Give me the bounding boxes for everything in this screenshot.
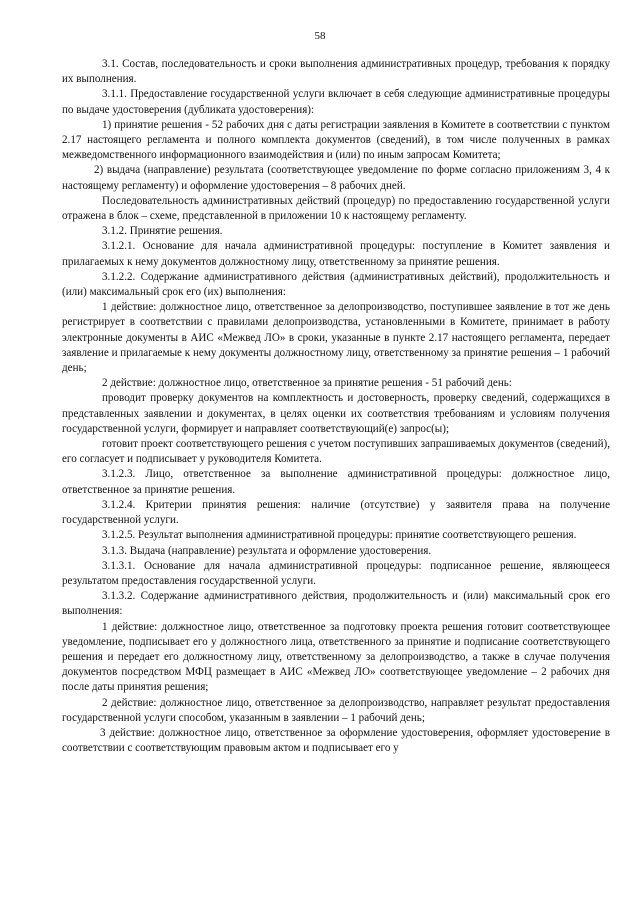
page-number: 58 xyxy=(314,30,326,42)
document-body xyxy=(62,57,610,756)
action-2-step-check: проводит проверку документов на комплектность и достоверность, проверку сведений, содержащихся в представленных заявлении и документах, в целях оценки их соответствия требованиям и условиям получения государственной услуги, формирует и направляет соответствующий(е) запрос(ы); xyxy=(62,392,610,435)
section-heading-3-1-3: 3.1.3. Выдача (направление) результата и оформление удостоверения. xyxy=(102,544,432,557)
issue-action-3: 3 действие: должностное лицо, ответственное за оформление удостоверения, оформляет удостоверение в соответствии с соответствующим правовым актом и подписывает его у xyxy=(62,726,610,755)
paragraph-3-1: 3.1. Состав, последовательность и сроки выполнения административных процедур, требования к порядку их выполнения. xyxy=(62,58,610,86)
list-item-1: 1) принятие решения - 52 рабочих дня с даты регистрации заявления в Комитете в соответствии с пунктом 2.17 настоящего регламента и полного комплекта документов (сведений), в том числе полученных в рамках межведомственного информационного взаимодействия и (или) по иным запросам Комитета; xyxy=(62,118,610,162)
list-item-2: 2) выдача (направление) результата (соответствующее уведомление по форме согласно приложениям 3, 4 к настоящему регламенту) и оформление удостоверения – 8 рабочих дней. xyxy=(62,164,610,192)
action-2: 2 действие: должностное лицо, ответственное за принятие решения - 51 рабочий день: xyxy=(102,377,512,390)
paragraph-3-1-3-2: 3.1.3.2. Содержание административного действия, продолжительность и (или) максимальный срок его выполнения: xyxy=(62,590,610,618)
issue-action-1: 1 действие: должностное лицо, ответственное за подготовку проекта решения готовит соответствующее уведомление, подписывает его у должностного лица, ответственного за принятие и подписание соответствующего решения и передает его должностному лицу, ответственному за делопроизводство, а также в случае получения документов посредством МФЦ размещает в АИС «Межвед ЛО» соответствующее уведомление – 2 рабочих дня после даты принятия решения; xyxy=(62,620,610,694)
paragraph-3-1-2-2: 3.1.2.2. Содержание административного действия (административных действий), продолжительность и (или) максимальный срок его (их) выполнения: xyxy=(62,270,610,299)
issue-action-2: 2 действие: должностное лицо, ответственное за делопроизводство, направляет результат предоставления государственной услуги способом, указанным в заявлении – 1 рабочий день; xyxy=(62,696,610,724)
section-heading-3-1-2: 3.1.2. Принятие решения. xyxy=(102,225,223,238)
paragraph-3-1-2-3: 3.1.2.3. Лицо, ответственное за выполнение административной процедуры: должностное лицо, ответственное за принятие решения. xyxy=(62,468,610,496)
paragraph-3-1-2-5: 3.1.2.5. Результат выполнения административной процедуры: принятие соответствующего решения. xyxy=(102,529,577,542)
paragraph-3-1-3-1: 3.1.3.1. Основание для начала административной процедуры: подписанное решение, являющееся результатом предоставления государственной услуги. xyxy=(62,559,610,587)
action-2-step-prepare: готовит проект соответствующего решения с учетом поступивших запрашиваемых документов (сведений), его согласует и подписывает у руководителя Комитета. xyxy=(62,438,610,466)
action-1: 1 действие: должностное лицо, ответственное за делопроизводство, поступившее заявление в тот же день регистрирует в соответствии с правилами делопроизводства, установленными в Комитете, принимает в работу электронные документы в АИС «Межвед ЛО» в сроки, указанные в пункте 2.17 настоящего регламента, передает заявление и прилагаемые к нему документы должностному лицу, ответственному за принятие решения – 1 рабочий день; xyxy=(62,301,610,375)
paragraph-3-1-1: 3.1.1. Предоставление государственной услуги включает в себя следующие административные процедуры по выдаче удостоверения (дубликата удостоверения): xyxy=(62,88,610,116)
paragraph-3-1-2-4: 3.1.2.4. Критерии принятия решения: наличие (отсутствие) у заявителя права на получение государственной услуги. xyxy=(62,498,610,527)
paragraph-sequence: Последовательность административных действий (процедур) по предоставлению государственной услуги отражена в блок – схеме, представленной в приложении 10 к настоящему регламенту. xyxy=(62,194,610,223)
paragraph-3-1-2-1: 3.1.2.1. Основание для начала административной процедуры: поступление в Комитет заявления и прилагаемых к нему документов должностному лицу, ответственному за принятие решения. xyxy=(62,240,610,268)
